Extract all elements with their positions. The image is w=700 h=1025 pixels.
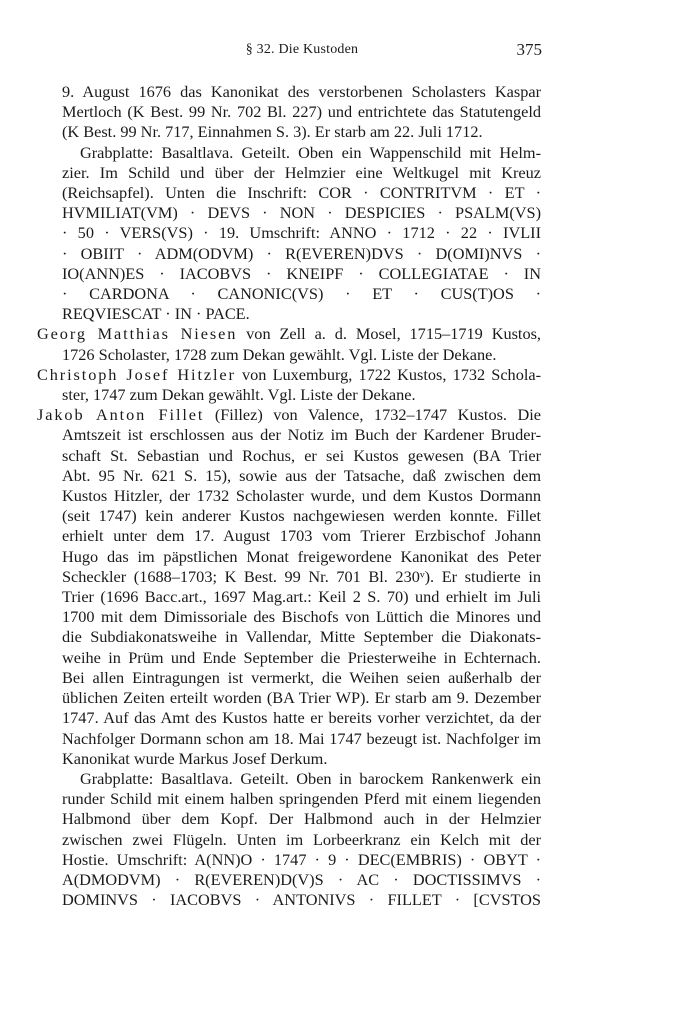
line-text: (Reichsapfel). Unten die Inschrift: COR · CONTRITVM · ET · xyxy=(62,183,541,203)
text-line xyxy=(37,749,541,769)
person-name: Georg Matthias Niesen xyxy=(37,324,238,344)
line-text: · 50 · VERS(VS) · 19. Umschrift: ANNO · 1712 · 22 · IVLII xyxy=(62,223,541,243)
line-text: erhielt unter dem 17. August 1703 vom Trierer Erzbischof Johann xyxy=(62,526,541,546)
text-line xyxy=(37,223,541,243)
line-text: Halbmond über dem Kopf. Der Halbmond auch in der Helmzier xyxy=(62,809,541,829)
text-line xyxy=(37,789,541,809)
entry-heading-line xyxy=(37,324,541,344)
text-line xyxy=(37,850,541,870)
line-text: DOMINVS · IACOBVS · ANTONIVS · FILLET · [CVSTOS xyxy=(62,890,541,910)
text-line xyxy=(37,668,541,688)
line-text: REQVIESCAT · IN · PACE. xyxy=(62,304,250,324)
text-line xyxy=(37,425,541,445)
text-line xyxy=(37,526,541,546)
page-number: 375 xyxy=(516,40,542,59)
line-text: ster, 1747 zum Dekan gewählt. Vgl. Liste der Dekane. xyxy=(62,385,416,405)
line-text: Nachfolger Dormann schon am 18. Mai 1747 bezeugt ist. Nachfolger im xyxy=(62,728,541,748)
running-title: § 32. Die Kustoden xyxy=(245,42,359,57)
line-text: IO(ANN)ES · IACOBVS · KNEIPF · COLLEGIATAE · IN xyxy=(62,263,541,283)
running-header xyxy=(62,40,542,62)
person-name: Jakob Anton Fillet xyxy=(37,405,205,425)
text-line xyxy=(37,102,541,122)
line-text: Bei allen Eintragungen ist vermerkt, die Weihen seien außerhalb der xyxy=(62,667,541,687)
line-text: von Zell a. d. Mosel, 1715–1719 Kustos, xyxy=(237,324,541,344)
body-text xyxy=(37,82,541,910)
line-text: Kustos Hitzler, der 1732 Scholaster wurde, und dem Kustos Dormann xyxy=(62,486,541,506)
text-line xyxy=(37,304,541,324)
text-line xyxy=(37,648,541,668)
line-text: Scheckler (1688–1703; K Best. 99 Nr. 701 Bl. 230ᵛ). Er studierte in xyxy=(62,566,541,586)
line-text: üblichen Zeiten erteilt worden (BA Trier WP). Er starb am 9. Dezember xyxy=(62,688,541,708)
line-text: von Luxemburg, 1722 Kustos, 1732 Schola- xyxy=(235,364,542,384)
text-line xyxy=(37,547,541,567)
line-text: (K Best. 99 Nr. 717, Einnahmen S. 3). Er starb am 22. Juli 1712. xyxy=(62,122,483,142)
line-text: die Subdiakonatsweihe in Vallendar, Mitte September die Diakonats- xyxy=(62,627,541,647)
line-text: · CARDONA · CANONIC(VS) · ET · CUS(T)OS · xyxy=(62,284,541,304)
text-line xyxy=(37,385,541,405)
text-line xyxy=(37,264,541,284)
text-line xyxy=(37,688,541,708)
text-line xyxy=(37,163,541,183)
text-line xyxy=(37,446,541,466)
line-text: runder Schild mit einem halben springenden Pferd mit einem liegenden xyxy=(62,789,541,809)
text-line xyxy=(37,345,541,365)
text-line xyxy=(37,729,541,749)
line-text: 1747. Auf das Amt des Kustos hatte er bereits vorher verzichtet, da der xyxy=(62,708,541,728)
text-line xyxy=(37,203,541,223)
line-text: zier. Im Schild und über der Helmzier eine Weltkugel mit Kreuz xyxy=(62,162,541,182)
text-line xyxy=(37,466,541,486)
line-text: 9. August 1676 das Kanonikat des verstorbenen Scholasters Kaspar xyxy=(62,82,541,101)
line-text: HVMILIAT(VM) · DEVS · NON · DESPICIES · PSALM(VS) xyxy=(62,203,541,223)
line-text: 1700 mit dem Dimissoriale des Bischofs von Lüttich die Minores und xyxy=(62,607,541,627)
text-line xyxy=(37,284,541,304)
line-text: · OBIIT · ADM(ODVM) · R(EVEREN)DVS · D(OMI)NVS · xyxy=(62,243,541,263)
line-text: schaft St. Sebastian und Rochus, er sei Kustos gewesen (BA Trier xyxy=(62,445,541,465)
text-line xyxy=(37,506,541,526)
line-text: zwischen zwei Flügeln. Unten im Lorbeerkranz ein Kelch mit der xyxy=(62,829,541,849)
line-text: Amtszeit ist erschlossen aus der Notiz im Buch der Kardener Bruder- xyxy=(62,425,541,445)
line-text: Hostie. Umschrift: A(NN)O · 1747 · 9 · DEC(EMBRIS) · OBYT · xyxy=(62,849,541,869)
text-line xyxy=(37,82,541,102)
text-line xyxy=(37,708,541,728)
line-text: Abt. 95 Nr. 621 S. 15), sowie aus der Tatsache, daß zwischen dem xyxy=(62,465,541,485)
text-line xyxy=(37,607,541,627)
line-text: Hugo das im päpstlichen Monat freigewordene Kanonikat des Peter xyxy=(62,546,541,566)
text-line xyxy=(37,809,541,829)
person-name: Christoph Josef Hitzler xyxy=(37,364,236,384)
text-line xyxy=(37,567,541,587)
text-line xyxy=(37,122,541,142)
line-text: (seit 1747) kein anderer Kustos nachgewiesen werden konnte. Fillet xyxy=(62,506,541,526)
line-text: weihe in Prüm und Ende September die Priesterweihe in Echternach. xyxy=(62,647,541,667)
text-line xyxy=(37,587,541,607)
text-line xyxy=(37,143,541,163)
text-line xyxy=(37,183,541,203)
line-text: Mertloch (K Best. 99 Nr. 702 Bl. 227) und entrichtete das Statutengeld xyxy=(62,102,541,122)
line-text: Grabplatte: Basaltlava. Geteilt. Oben ein Wappenschild mit Helm- xyxy=(80,142,541,162)
line-text: (Fillez) von Valence, 1732–1747 Kustos. Die xyxy=(204,405,541,425)
text-line xyxy=(37,769,541,789)
line-text: Trier (1696 Bacc.art., 1697 Mag.art.: Keil 2 S. 70) und erhielt im Juli xyxy=(62,587,541,607)
entry-heading-line xyxy=(37,365,541,385)
entry-heading-line xyxy=(37,405,541,425)
line-text: Kanonikat wurde Markus Josef Derkum. xyxy=(62,748,328,768)
text-line xyxy=(37,486,541,506)
text-line xyxy=(37,627,541,647)
line-text: Grabplatte: Basaltlava. Geteilt. Oben in barockem Rankenwerk ein xyxy=(80,768,541,788)
text-line xyxy=(37,244,541,264)
line-text: A(DMODVM) · R(EVEREN)D(V)S · AC · DOCTISSIMVS · xyxy=(62,869,541,889)
text-line xyxy=(37,870,541,890)
line-text: 1726 Scholaster, 1728 zum Dekan gewählt. Vgl. Liste der Dekane. xyxy=(62,344,497,364)
text-line xyxy=(37,830,541,850)
text-line xyxy=(37,890,541,910)
